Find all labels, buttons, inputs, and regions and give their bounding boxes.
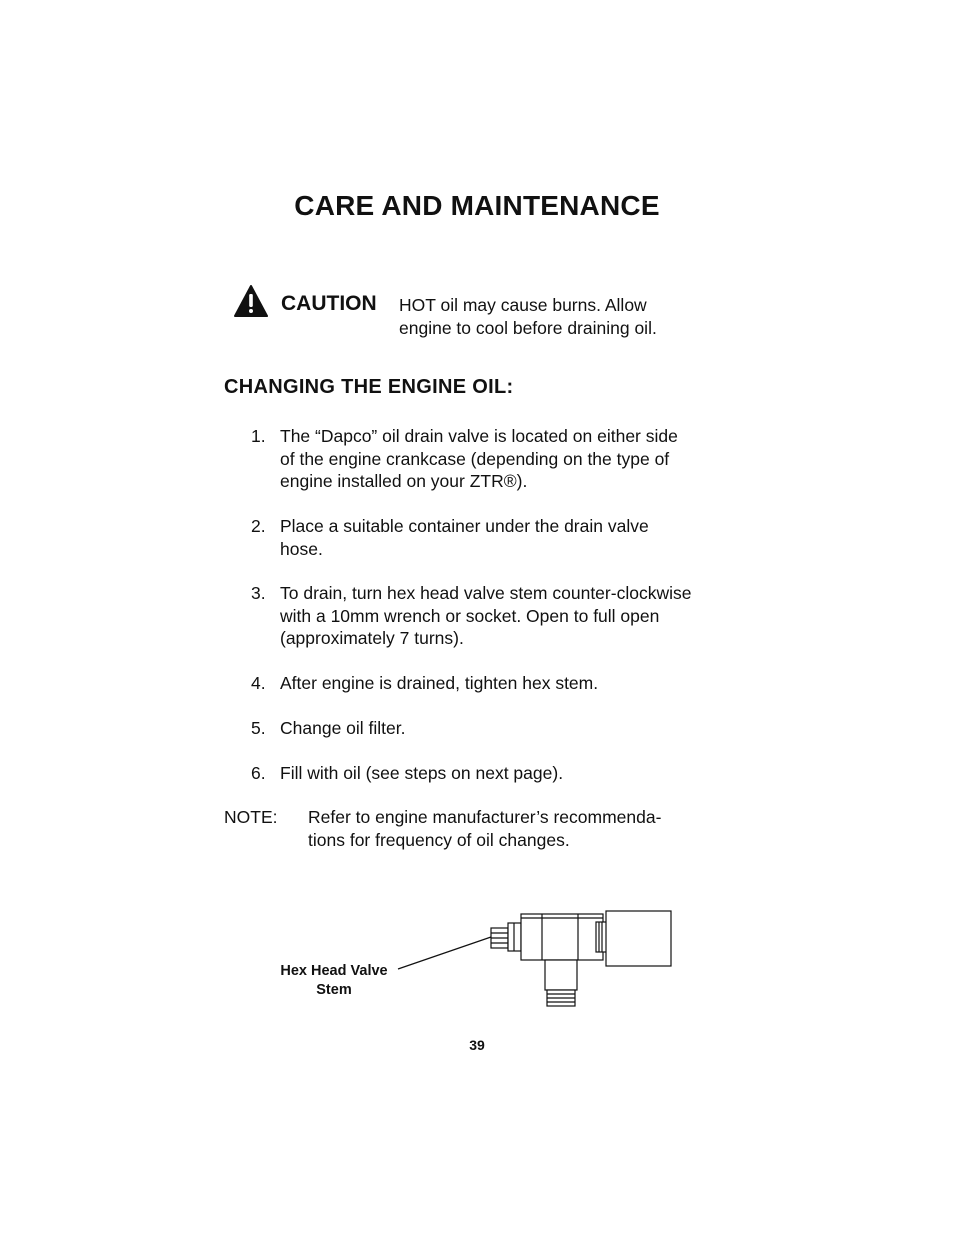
step-number: 6. [251, 763, 266, 783]
page-title: CARE AND MAINTENANCE [294, 190, 660, 221]
page-number: 39 [469, 1037, 485, 1053]
drain-outlet [545, 960, 577, 990]
step-number: 2. [251, 516, 266, 536]
section-heading: CHANGING THE ENGINE OIL: [224, 376, 514, 398]
step-text-line: Place a suitable container under the drain valve [280, 516, 649, 536]
step-text-line: After engine is drained, tighten hex stem. [280, 673, 599, 693]
caution-text-line: engine to cool before draining oil. [399, 317, 657, 338]
step-text [280, 582, 720, 650]
note-label: NOTE: [224, 807, 278, 827]
valve-shank [508, 923, 521, 951]
step-text-line: (approximately 7 turns). [280, 628, 464, 648]
warning-triangle-icon [233, 284, 269, 318]
thread-ring [596, 922, 607, 952]
step-text [280, 762, 720, 785]
step-text-line: The “Dapco” oil drain valve is located on either side [280, 426, 678, 446]
note-text [308, 806, 661, 851]
step-number: 3. [251, 583, 266, 603]
caution-text-line: HOT oil may cause burns. Allow [399, 295, 647, 315]
step-text [280, 672, 720, 695]
valve-body [521, 914, 603, 960]
leader-line [398, 937, 491, 969]
step-text-line: Change oil filter. [280, 718, 406, 738]
caution-label: CAUTION [281, 292, 377, 315]
diagram-label [264, 962, 404, 1000]
diagram-label-line: Stem [316, 982, 352, 998]
step-text-line: To drain, turn hex head valve stem counter-clockwise [280, 583, 692, 603]
step-text [280, 717, 720, 740]
hex-head [491, 928, 508, 948]
step-text-line: engine installed on your ZTR®). [280, 471, 528, 491]
step-text [280, 425, 720, 493]
diagram-label-line: Hex Head Valve [280, 963, 388, 979]
note-text-line: Refer to engine manufacturer’s recommenda- [308, 807, 662, 827]
valve-housing [606, 911, 671, 966]
step-number: 4. [251, 673, 266, 693]
hose-barb [547, 990, 575, 1006]
step-text-line: with a 10mm wrench or socket. Open to full open [280, 605, 660, 626]
step-text-line: hose. [280, 538, 323, 559]
caution-text [399, 294, 699, 339]
step-number: 5. [251, 718, 266, 738]
step-text [280, 515, 720, 560]
note-text-line: tions for frequency of oil changes. [308, 829, 570, 850]
step-text-line: of the engine crankcase (depending on the type of [280, 448, 670, 469]
step-text-line: Fill with oil (see steps on next page). [280, 763, 564, 783]
step-number: 1. [251, 426, 266, 446]
